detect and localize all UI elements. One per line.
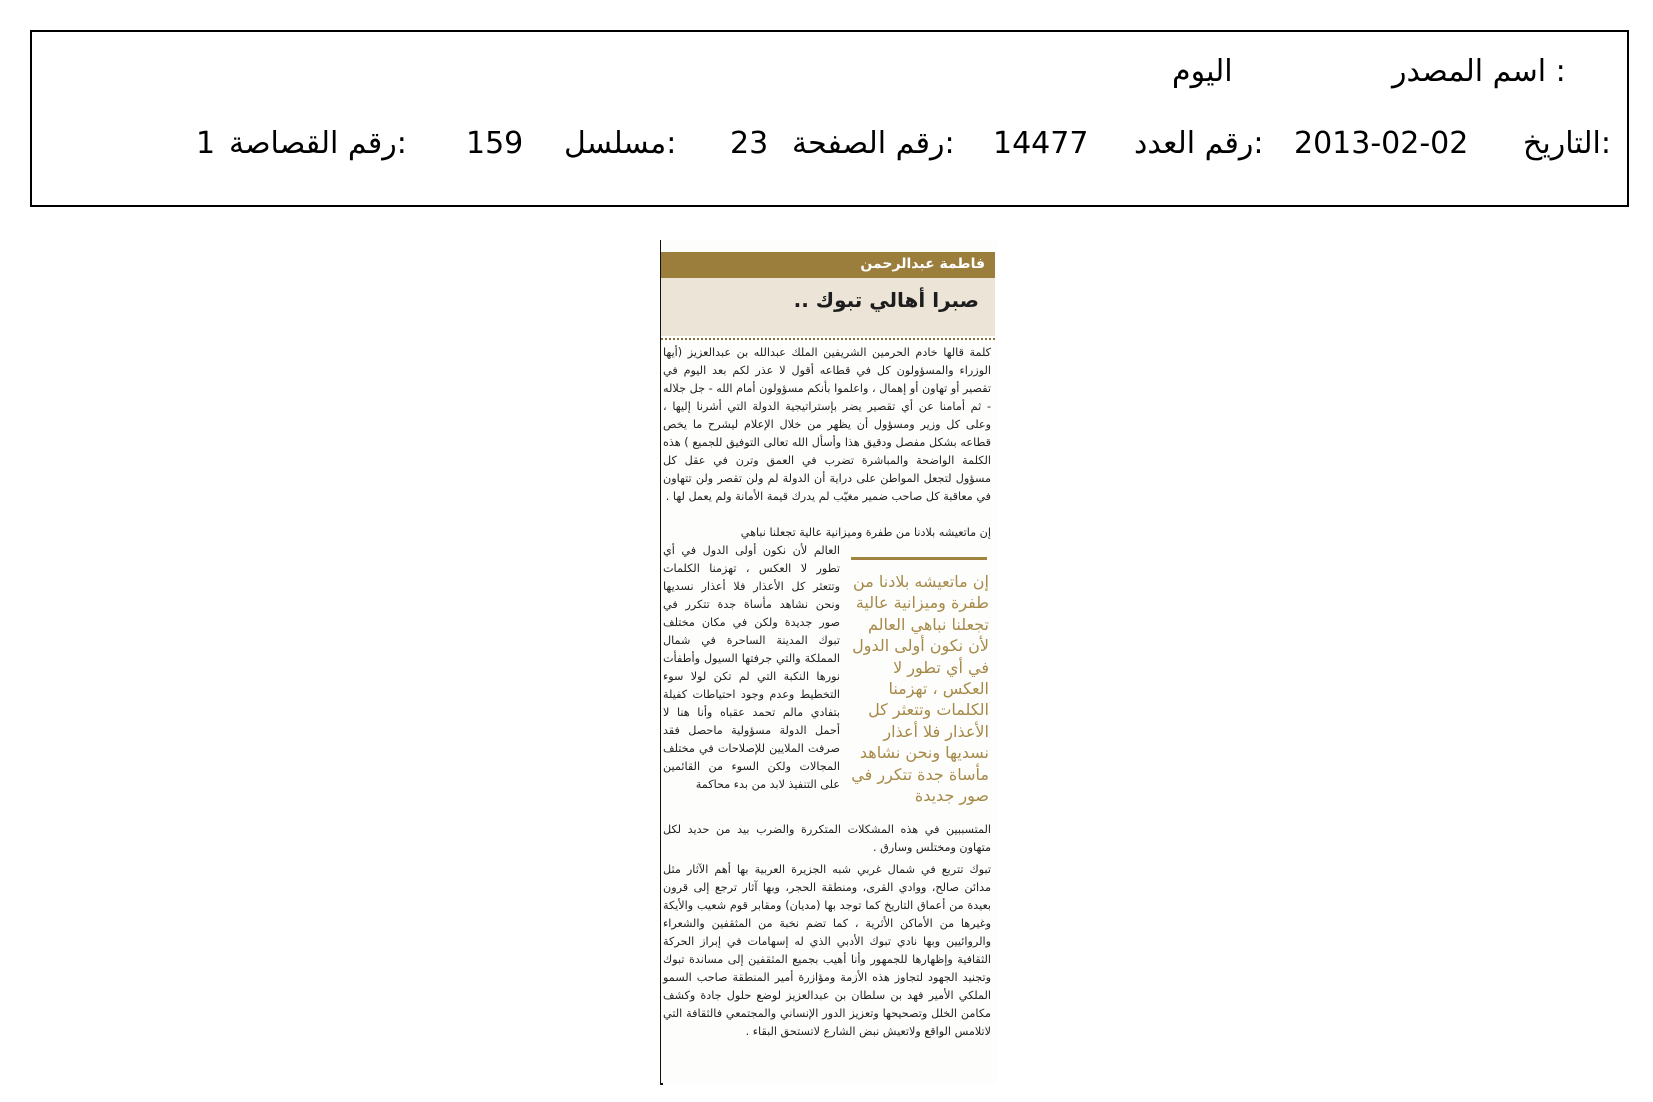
issue-value: 14477: [993, 126, 1089, 161]
paragraph-3: تبوك تتربع في شمال غربي شبه الجزيرة العربية بها أهم الآثار مثل مدائن صالح، ووادي القرى، ومنطقة الحجر، وبها آثار ترجع إلى قرون بعيدة من أعماق التاريخ كما توجد بها (مديان) ومقابر قوم شعيب والأيكة وغيرها من الأماكن الأثرية ، كما تضم نخبة من المثقفين والشعراء والروائيين وبها نادي تبوك الأدبي الذي له إسهامات في إبراز الحركة الثقافية وإظهارها للجمهور وأنا أهيب بجميع المثقفين إلى مساندة تبوك وتجنيد الجهود لتجاوز هذه الأزمة ومؤازرة أمير المنطقة صاحب السمو الملكي الأمير فهد بن سلطان بن عبدالعزيز لوضع حلول جادة وكشف مكامن الخلل وتصحيحها وتعزيز الدور الإنساني والمجتمعي فالثقافة التي لاتلامس الواقع ولاتعيش نبض الشارع لاتستحق البقاء .: [663, 863, 991, 1038]
serial-label: مسلسل:: [564, 126, 677, 161]
paragraph-2-column: العالم لأن نكون أولى الدول في أي تطور لا العكس ، تهزمنا الكلمات وتتعثر كل الأعذار فلا أعذار نسديها ونحن نشاهد مأساة جدة تتكرر في صور جديدة ولكن في مكان مختلف تبوك المدينة الساحرة في شمال المملكة والتي جرفتها السيول وأطفأت نورها النكبة التي لم تكن لولا سوء التخطيط وعدم وجود احتياطات كفيلة بتفادي مالم تحمد عقباه وأنا هنا لا أحمل الدولة مسؤولية ماحصل فقد صرفت الملايين للإصلاحات في مختلف المجالات ولكن السوء من القائمين على التنفيذ لابد من بدء محاكمة: [663, 544, 840, 791]
date-value: 2013-02-02: [1294, 126, 1469, 161]
source-value: اليوم: [1172, 54, 1233, 89]
newspaper-clipping: [661, 240, 997, 1083]
paragraph-2-end: المتسببين في هذه المشكلات المتكررة والضرب بيد من حديد لكل متهاون ومختلس وسارق .: [663, 823, 991, 854]
page-value: 23: [730, 126, 769, 161]
clip-value: 1: [196, 126, 216, 161]
issue-label: رقم العدد:: [1134, 126, 1264, 161]
author-bar: فاطمة عبدالرحمن: [661, 252, 995, 278]
serial-value: 159: [466, 126, 524, 161]
paragraph-1: كلمة قالها خادم الحرمين الشريفين الملك عبدالله بن عبدالعزيز (أيها الوزراء والمسؤولون كل في قطاعه أقول لا عذر لكم بعد اليوم في تقصير أو تهاون أو إهمال ، واعلموا بأنكم مسؤولون أمام الله - جل جلاله - ثم أمامنا عن أي تقصير يضر بإستراتيجية الدولة التي أشرنا إليها ، وعلى كل وزير ومسؤول أن يظهر من خلال الإعلام ليشرح ما يخص قطاعه بشكل مفصل ودقيق هذا وأسأل الله تعالى التوفيق للجميع ) هذه الكلمة الواضحة والمباشرة تضرب في العمق وترن في عقل كل مسؤول لتجعل المواطن على دراية أن الدولة لم ولن تقصر ولن تتهاون في معاقبة كل صاحب ضمير مغيّب لم يدرك قيمة الأمانة ولم يعمل لها .: [663, 346, 991, 503]
clip-label: رقم القصاصة:: [229, 126, 407, 161]
article-title: صبرا أهالي تبوك ..: [661, 278, 995, 336]
pull-quote-rule: [851, 557, 987, 560]
source-label: اسم المصدر :: [1392, 54, 1566, 89]
dotted-divider: [661, 338, 995, 340]
metadata-box: [30, 30, 1629, 207]
page-label: رقم الصفحة:: [792, 126, 955, 161]
pull-quote: إن ماتعيشه بلادنا من طفرة وميزانية عالية تجعلنا نباهي العالم لأن نكون أولى الدول في أي تطور لا العكس ، تهزمنا الكلمات وتتعثر كل الأعذار فلا أعذار نسديها ونحن نشاهد مأساة جدة تتكرر في صور جديدة: [851, 572, 989, 806]
paragraph-2-intro: إن ماتعيشه بلادنا من طفرة وميزانية عالية تجعلنا نباهي: [740, 526, 991, 539]
date-label: التاريخ:: [1523, 126, 1611, 161]
